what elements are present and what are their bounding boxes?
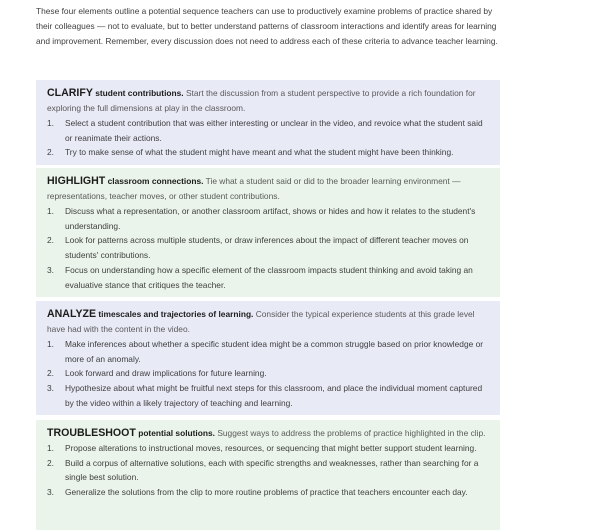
section-description: Consider the typical experience students at this grade level have had with the content in the video. <box>47 309 475 334</box>
list-item <box>47 204 489 233</box>
section-keyword: HIGHLIGHT <box>47 175 106 187</box>
list-item <box>47 116 489 145</box>
section-heading: timescales and trajectories of learning. <box>98 309 254 319</box>
section-heading: classroom connections. <box>107 176 204 186</box>
list-item <box>47 337 489 366</box>
list-number: 2. <box>47 457 54 468</box>
list-number: 3. <box>47 383 54 394</box>
analyze-section <box>36 301 500 415</box>
section-heading: student contributions. <box>95 88 184 98</box>
list-item <box>47 263 489 292</box>
list-text: Look for patterns across multiple students, or draw inferences about the impact of different teacher moves on students' contributions. <box>65 235 469 261</box>
list-text: Discuss what a representation, or another classroom artifact, shows or hides and how it relates to the student's understanding. <box>65 206 476 231</box>
list-number: 1. <box>47 339 54 349</box>
section-keyword: ANALYZE <box>47 308 97 320</box>
list-item <box>47 145 489 160</box>
list-number: 3. <box>47 487 54 498</box>
list-text: Build a corpus of alternative solutions, each with specific strengths and weaknesses, rather than searching for a single best solution. <box>65 457 479 483</box>
list-text: Look forward and draw implications for future learning. <box>65 368 267 379</box>
clarify-section <box>36 80 500 165</box>
highlight-section <box>36 168 500 297</box>
list-number: 2. <box>47 368 54 379</box>
section-list <box>47 204 489 292</box>
intro-paragraph: These four elements outline a potential sequence teachers can use to productively examine problems of practice shared by their colleagues — not to evaluate, but to better understand patterns of classroom interactions and identify areas for learning and improvement. Remember, every discussion does not need to address each of these criteria to advance teacher learning. <box>36 6 498 46</box>
section-description: Tie what a student said or did to the broader learning environment — representations, teacher moves, or other student contributions. <box>47 176 461 201</box>
section-lead <box>47 426 489 441</box>
section-keyword: CLARIFY <box>47 87 93 99</box>
section-list <box>47 441 489 500</box>
list-item <box>47 485 489 500</box>
list-text: Select a student contribution that was either interesting or unclear in the video, and revoice what the student said or reanimate their actions. <box>65 118 483 143</box>
list-item <box>47 233 489 262</box>
list-item <box>47 366 489 381</box>
section-list <box>47 337 489 411</box>
list-number: 3. <box>47 264 54 275</box>
list-number: 1. <box>47 118 54 128</box>
list-number: 2. <box>47 147 54 158</box>
section-lead <box>47 86 489 116</box>
troubleshoot-section <box>36 420 500 530</box>
section-keyword: TROUBLESHOOT <box>47 427 136 439</box>
section-heading: potential solutions. <box>138 428 215 438</box>
list-number: 1. <box>47 443 54 453</box>
section-list <box>47 116 489 160</box>
list-item <box>47 441 489 456</box>
list-text: Try to make sense of what the student might have meant and what the student might have been thinking. <box>65 147 454 158</box>
section-lead <box>47 307 489 337</box>
list-text: Propose alterations to instructional moves, resources, or sequencing that might better support student learning. <box>65 443 477 453</box>
list-text: Generalize the solutions from the clip to more routine problems of practice that teachers encounter each day. <box>65 487 468 498</box>
list-item <box>47 381 489 410</box>
section-description: Suggest ways to address the problems of practice highlighted in the clip. <box>217 428 486 438</box>
list-item <box>47 456 489 485</box>
list-text: Make inferences about whether a specific student idea might be a common struggle based on prior knowledge or more of an anomaly. <box>65 339 484 364</box>
list-number: 1. <box>47 206 54 216</box>
list-number: 2. <box>47 235 54 246</box>
section-description: Start the discussion from a student perspective to provide a rich foundation for exploring the full dimensions at play in the classroom. <box>47 88 476 113</box>
list-text: Hypothesize about what might be fruitful next steps for this classroom, and place the individual moment captured by the video within a likely trajectory of teaching and learning. <box>65 383 483 408</box>
section-lead <box>47 174 489 204</box>
list-text: Focus on understanding how a specific element of the classroom impacts student thinking and avoid taking an evaluative stance that critiques the teacher. <box>65 264 473 290</box>
